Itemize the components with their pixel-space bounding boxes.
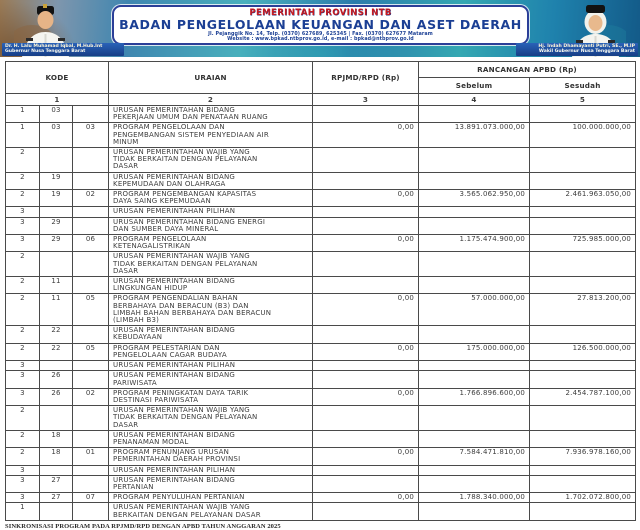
column-number: 4	[419, 94, 530, 106]
kode-cell-2	[40, 465, 73, 475]
rpjmd-cell	[313, 503, 419, 520]
kode-cell-1: 3	[6, 207, 40, 217]
kode-cell-3: 06	[73, 235, 109, 252]
kode-cell-2: 22	[40, 343, 73, 360]
kode-cell-1: 2	[6, 252, 40, 277]
kode-cell-3	[73, 371, 109, 388]
header-kode: KODE	[6, 62, 109, 94]
kode-cell-1: 2	[6, 326, 40, 343]
kode-cell-3	[73, 217, 109, 234]
vice-governor-title: Wakil Gubernur Nusa Tenggara Barat	[538, 49, 635, 55]
governor-name: Dr. H. Lalu Muhamad Iqbal, M.Hub.Int	[5, 43, 103, 49]
sebelum-cell: 3.565.062.950,00	[419, 190, 530, 207]
column-number: 2	[109, 94, 313, 106]
kode-cell-2: 03	[40, 106, 73, 123]
sesudah-cell	[530, 148, 636, 173]
sesudah-cell	[530, 371, 636, 388]
sebelum-cell: 57.000.000,00	[419, 294, 530, 326]
column-number: 5	[530, 94, 636, 106]
table-row	[6, 493, 636, 503]
kode-cell-2	[40, 361, 73, 371]
sesudah-cell: 2.461.963.050,00	[530, 190, 636, 207]
sesudah-cell	[530, 217, 636, 234]
sebelum-cell	[419, 361, 530, 371]
sebelum-cell: 1.175.474.900,00	[419, 235, 530, 252]
uraian-cell: PROGRAM PENUNJANG URUSAN PEMERINTAHAN DAERAH PROVINSI	[109, 448, 313, 465]
kode-cell-2: 27	[40, 493, 73, 503]
table-row	[6, 123, 636, 148]
column-number-row	[6, 94, 636, 106]
kode-cell-1: 3	[6, 465, 40, 475]
agency-website: Website : www.bpkad.ntbprov.go.id, e-mail : bpkad@ntbprov.go.id	[227, 37, 414, 43]
rpjmd-cell	[313, 430, 419, 447]
kode-cell-3	[73, 277, 109, 294]
kode-cell-1: 2	[6, 294, 40, 326]
uraian-cell: PROGRAM PENGEMBANGAN KAPASITAS DAYA SAING KEPEMUDAAN	[109, 190, 313, 207]
sesudah-cell	[530, 252, 636, 277]
sesudah-cell	[530, 503, 636, 520]
kode-cell-3	[73, 503, 109, 520]
kode-cell-3: 01	[73, 448, 109, 465]
table-row	[6, 361, 636, 371]
sebelum-cell	[419, 406, 530, 431]
sesudah-cell: 725.985.000,00	[530, 235, 636, 252]
kode-cell-3: 03	[73, 123, 109, 148]
kode-cell-3	[73, 430, 109, 447]
rpjmd-cell	[313, 106, 419, 123]
kode-cell-1: 2	[6, 406, 40, 431]
kode-cell-3: 05	[73, 294, 109, 326]
kode-cell-2: 11	[40, 294, 73, 326]
kode-cell-2: 18	[40, 448, 73, 465]
sesudah-cell	[530, 277, 636, 294]
sebelum-cell	[419, 217, 530, 234]
sebelum-cell: 13.891.073.000,00	[419, 123, 530, 148]
kode-cell-3	[73, 406, 109, 431]
table-row	[6, 277, 636, 294]
sesudah-cell: 7.936.978.160,00	[530, 448, 636, 465]
sebelum-cell	[419, 106, 530, 123]
kode-cell-3	[73, 465, 109, 475]
table-header	[6, 62, 636, 106]
uraian-cell: URUSAN PEMERINTAHAN BIDANG LINGKUNGAN HIDUP	[109, 277, 313, 294]
table-row	[6, 106, 636, 123]
uraian-cell: URUSAN PEMERINTAHAN BIDANG PARIWISATA	[109, 371, 313, 388]
sesudah-cell	[530, 361, 636, 371]
table-row	[6, 406, 636, 431]
rpjmd-cell	[313, 371, 419, 388]
rpjmd-cell	[313, 148, 419, 173]
uraian-cell: PROGRAM PENYULUHAN PERTANIAN	[109, 493, 313, 503]
uraian-cell: URUSAN PEMERINTAHAN WAJIB YANG TIDAK BERKAITAN DENGAN PELAYANAN DASAR	[109, 252, 313, 277]
table-row	[6, 465, 636, 475]
table-row	[6, 326, 636, 343]
uraian-cell: PROGRAM PENGENDALIAN BAHAN BERBAHAYA DAN BERACUN (B3) DAN LIMBAH BAHAN BERBAHAYA DAN BERACUN (LIMBAH B3)	[109, 294, 313, 326]
uraian-cell: PROGRAM PENGELOLAAN DAN PENGEMBANGAN SISTEM PENYEDIAAN AIR MINUM	[109, 123, 313, 148]
sebelum-cell	[419, 503, 530, 520]
sesudah-cell	[530, 326, 636, 343]
uraian-cell: URUSAN PEMERINTAHAN WAJIB YANG BERKAITAN DENGAN PELAYANAN DASAR	[109, 503, 313, 520]
sebelum-cell: 175.000.000,00	[419, 343, 530, 360]
kode-cell-1: 3	[6, 371, 40, 388]
uraian-cell: PROGRAM PENGELOLAAN KETENAGALISTRIKAN	[109, 235, 313, 252]
table-row	[6, 475, 636, 492]
rpjmd-cell: 0,00	[313, 493, 419, 503]
kode-cell-2: 29	[40, 217, 73, 234]
kode-cell-2: 27	[40, 475, 73, 492]
rpjmd-cell: 0,00	[313, 343, 419, 360]
table-row	[6, 207, 636, 217]
table-row	[6, 235, 636, 252]
uraian-cell: URUSAN PEMERINTAHAN BIDANG PEKERJAAN UMUM DAN PENATAAN RUANG	[109, 106, 313, 123]
uraian-cell: URUSAN PEMERINTAHAN PILIHAN	[109, 361, 313, 371]
kode-cell-3: 07	[73, 493, 109, 503]
kode-cell-1: 1	[6, 123, 40, 148]
kode-cell-2: 29	[40, 235, 73, 252]
table-row	[6, 217, 636, 234]
uraian-cell: PROGRAM PELESTARIAN DAN PENGELOLAAN CAGAR BUDAYA	[109, 343, 313, 360]
rpjmd-cell: 0,00	[313, 123, 419, 148]
uraian-cell: URUSAN PEMERINTAHAN PILIHAN	[109, 465, 313, 475]
kode-cell-1: 3	[6, 388, 40, 405]
vice-governor-name-ribbon	[516, 43, 638, 56]
rpjmd-cell: 0,00	[313, 294, 419, 326]
header-sesudah: Sesudah	[530, 78, 636, 94]
sebelum-cell	[419, 326, 530, 343]
table-row	[6, 388, 636, 405]
sesudah-cell: 1.702.072.800,00	[530, 493, 636, 503]
rpjmd-cell	[313, 252, 419, 277]
table-row	[6, 448, 636, 465]
kode-cell-1: 2	[6, 430, 40, 447]
apbd-sync-table	[5, 61, 636, 521]
table-row	[6, 148, 636, 173]
table-row	[6, 371, 636, 388]
kode-cell-1: 2	[6, 172, 40, 189]
kode-cell-2: 22	[40, 326, 73, 343]
sebelum-cell	[419, 207, 530, 217]
sebelum-cell: 7.584.471.810,00	[419, 448, 530, 465]
kode-cell-1: 2	[6, 343, 40, 360]
kode-cell-1: 2	[6, 190, 40, 207]
sebelum-cell	[419, 475, 530, 492]
header-rancangan-apbd: RANCANGAN APBD (Rp)	[419, 62, 636, 78]
sebelum-cell	[419, 277, 530, 294]
uraian-cell: URUSAN PEMERINTAHAN BIDANG PENANAMAN MODAL	[109, 430, 313, 447]
kode-cell-3: 02	[73, 190, 109, 207]
kode-cell-1: 3	[6, 475, 40, 492]
sebelum-cell	[419, 252, 530, 277]
uraian-cell: PROGRAM PENINGKATAN DAYA TARIK DESTINASI PARIWISATA	[109, 388, 313, 405]
governor-title: Gubernur Nusa Tenggara Barat	[5, 49, 86, 55]
rpjmd-cell	[313, 326, 419, 343]
sesudah-cell	[530, 475, 636, 492]
letterhead-banner	[0, 0, 640, 57]
kode-cell-2	[40, 503, 73, 520]
document-footnote: SINKRONISASI PROGRAM PADA RPJMD/RPD DENGAN APBD TAHUN ANGGARAN 2025	[5, 522, 281, 530]
sebelum-cell	[419, 371, 530, 388]
uraian-cell: URUSAN PEMERINTAHAN BIDANG KEPEMUDAAN DAN OLAHRAGA	[109, 172, 313, 189]
kode-cell-3	[73, 326, 109, 343]
sesudah-cell: 2.454.787.100,00	[530, 388, 636, 405]
sesudah-cell	[530, 465, 636, 475]
sesudah-cell	[530, 172, 636, 189]
kode-cell-2: 19	[40, 172, 73, 189]
letterhead-title-box	[112, 5, 529, 45]
rpjmd-cell: 0,00	[313, 190, 419, 207]
kode-cell-2	[40, 252, 73, 277]
province-title: PEMERINTAH PROVINSI NTB	[249, 8, 392, 18]
sebelum-cell	[419, 148, 530, 173]
table-row	[6, 190, 636, 207]
rpjmd-cell	[313, 406, 419, 431]
kode-cell-2: 03	[40, 123, 73, 148]
table-body	[6, 106, 636, 521]
column-number: 3	[313, 94, 419, 106]
kode-cell-2: 26	[40, 388, 73, 405]
rpjmd-cell	[313, 277, 419, 294]
rpjmd-cell	[313, 207, 419, 217]
agency-address: Jl. Pejanggik No. 14, Telp. (0370) 627689, 625345 | Fax. (0370) 627677 Mataram	[208, 32, 433, 38]
kode-cell-1: 2	[6, 148, 40, 173]
uraian-cell: URUSAN PEMERINTAHAN BIDANG PERTANIAN	[109, 475, 313, 492]
rpjmd-cell	[313, 361, 419, 371]
sebelum-cell	[419, 465, 530, 475]
table-row	[6, 430, 636, 447]
kode-cell-1: 2	[6, 277, 40, 294]
kode-cell-3	[73, 106, 109, 123]
vice-governor-name: Hj. Indah Dhamayanti Putri, SE., M.IP	[538, 43, 635, 49]
agency-title: BADAN PENGELOLAAN KEUANGAN DAN ASET DAERAH	[119, 16, 522, 32]
kode-cell-2: 11	[40, 277, 73, 294]
kode-cell-3	[73, 361, 109, 371]
kode-cell-2: 26	[40, 371, 73, 388]
sesudah-cell	[530, 430, 636, 447]
rpjmd-cell	[313, 172, 419, 189]
kode-cell-3	[73, 207, 109, 217]
kode-cell-1: 3	[6, 361, 40, 371]
kode-cell-1: 2	[6, 448, 40, 465]
kode-cell-3: 05	[73, 343, 109, 360]
header-rpjmd: RPJMD/RPD (Rp)	[313, 62, 419, 94]
rpjmd-cell	[313, 217, 419, 234]
kode-cell-3	[73, 252, 109, 277]
governor-name-ribbon	[2, 43, 124, 56]
kode-cell-1: 3	[6, 493, 40, 503]
header-uraian: URAIAN	[109, 62, 313, 94]
kode-cell-1: 3	[6, 217, 40, 234]
table-row	[6, 172, 636, 189]
rpjmd-cell	[313, 475, 419, 492]
table-row	[6, 252, 636, 277]
sesudah-cell	[530, 406, 636, 431]
rpjmd-cell: 0,00	[313, 388, 419, 405]
kode-cell-3: 02	[73, 388, 109, 405]
kode-cell-2	[40, 406, 73, 431]
rpjmd-cell: 0,00	[313, 235, 419, 252]
header-sebelum: Sebelum	[419, 78, 530, 94]
kode-cell-3	[73, 475, 109, 492]
sesudah-cell	[530, 207, 636, 217]
sebelum-cell	[419, 430, 530, 447]
rpjmd-cell: 0,00	[313, 448, 419, 465]
column-number: 1	[6, 94, 109, 106]
table-row	[6, 343, 636, 360]
kode-cell-2: 18	[40, 430, 73, 447]
kode-cell-3	[73, 172, 109, 189]
sebelum-cell: 1.766.896.600,00	[419, 388, 530, 405]
sesudah-cell: 126.500.000,00	[530, 343, 636, 360]
kode-cell-2	[40, 207, 73, 217]
kode-cell-1: 1	[6, 503, 40, 520]
sebelum-cell	[419, 172, 530, 189]
rpjmd-cell	[313, 465, 419, 475]
kode-cell-1: 1	[6, 106, 40, 123]
table-row	[6, 294, 636, 326]
uraian-cell: URUSAN PEMERINTAHAN WAJIB YANG TIDAK BERKAITAN DENGAN PELAYANAN DASAR	[109, 406, 313, 431]
uraian-cell: URUSAN PEMERINTAHAN PILIHAN	[109, 207, 313, 217]
sesudah-cell: 27.813.200,00	[530, 294, 636, 326]
table-row	[6, 503, 636, 520]
sebelum-cell: 1.788.340.000,00	[419, 493, 530, 503]
uraian-cell: URUSAN PEMERINTAHAN BIDANG ENERGI DAN SUMBER DAYA MINERAL	[109, 217, 313, 234]
kode-cell-3	[73, 148, 109, 173]
sesudah-cell: 100.000.000,00	[530, 123, 636, 148]
kode-cell-1: 3	[6, 235, 40, 252]
uraian-cell: URUSAN PEMERINTAHAN WAJIB YANG TIDAK BERKAITAN DENGAN PELAYANAN DASAR	[109, 148, 313, 173]
kode-cell-2: 19	[40, 190, 73, 207]
kode-cell-2	[40, 148, 73, 173]
uraian-cell: URUSAN PEMERINTAHAN BIDANG KEBUDAYAAN	[109, 326, 313, 343]
sesudah-cell	[530, 106, 636, 123]
